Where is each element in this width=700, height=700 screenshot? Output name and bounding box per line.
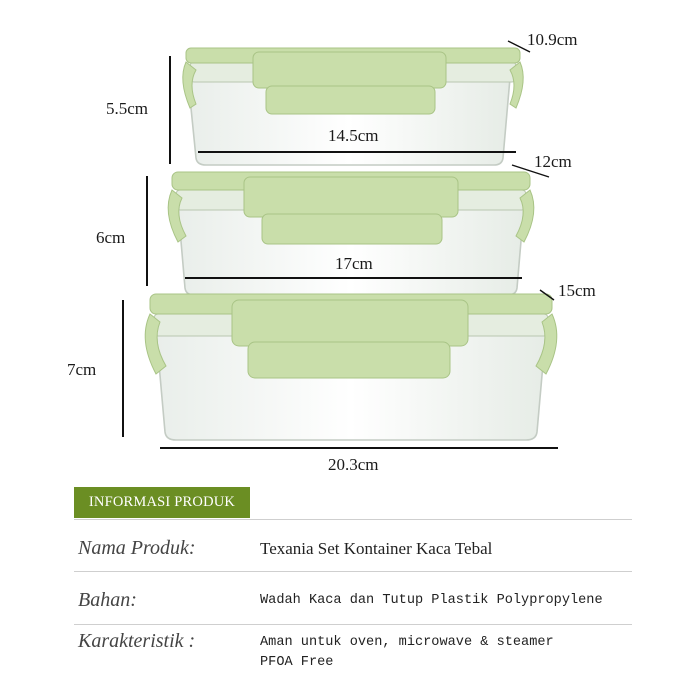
small-length-label: 14.5cm bbox=[328, 126, 379, 145]
material-label: Bahan: bbox=[78, 589, 137, 611]
divider bbox=[74, 571, 632, 572]
medium-width-label: 12cm bbox=[534, 152, 572, 171]
product-name-value: Texania Set Kontainer Kaca Tebal bbox=[260, 539, 493, 558]
medium-length-label: 17cm bbox=[335, 254, 373, 273]
large-container bbox=[145, 294, 557, 440]
material-value: Wadah Kaca dan Tutup Plastik Polypropylene bbox=[260, 593, 603, 608]
small-container bbox=[183, 48, 523, 165]
divider bbox=[74, 624, 632, 625]
small-width-label: 10.9cm bbox=[527, 30, 578, 49]
medium-container bbox=[168, 172, 534, 295]
characteristics-label: Karakteristik : bbox=[78, 630, 196, 652]
large-height-label: 7cm bbox=[67, 360, 97, 379]
small-height-label: 5.5cm bbox=[106, 99, 149, 118]
large-width-label: 15cm bbox=[558, 281, 596, 300]
characteristics-value-line2: PFOA Free bbox=[260, 655, 334, 670]
divider bbox=[74, 519, 632, 520]
characteristics-value-line1: Aman untuk oven, microwave & steamer bbox=[260, 635, 554, 650]
medium-height-label: 6cm bbox=[96, 228, 126, 247]
info-header: INFORMASI PRODUK bbox=[74, 487, 250, 518]
product-name-label: Nama Produk: bbox=[78, 537, 196, 559]
large-length-label: 20.3cm bbox=[328, 455, 379, 474]
